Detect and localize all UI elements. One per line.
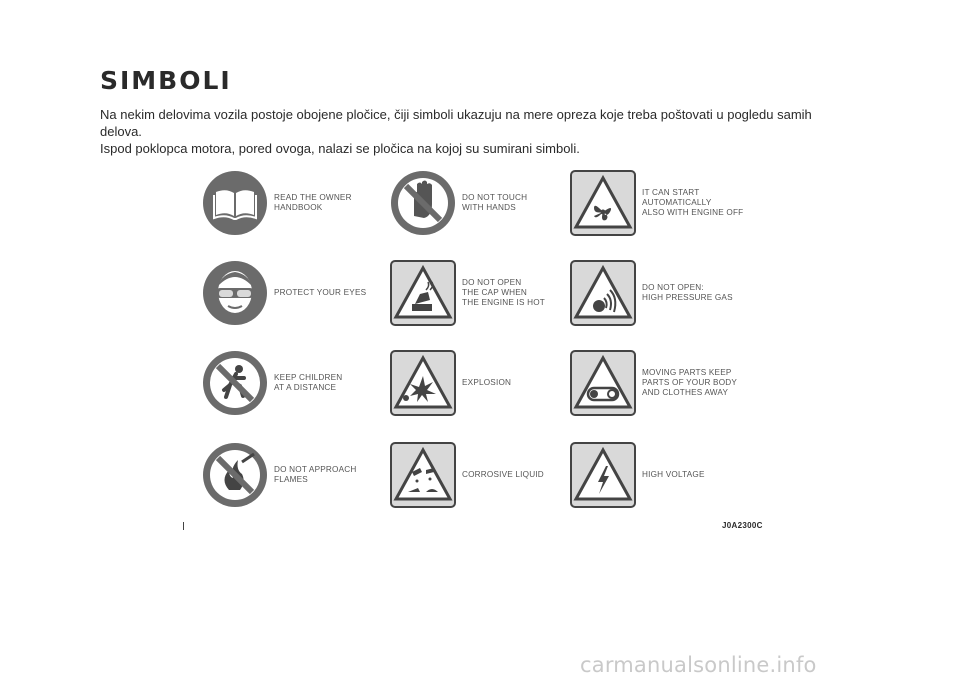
moving-parts-warning-icon [570, 350, 636, 416]
symbol-caption: EXPLOSION [462, 378, 512, 387]
no-children-icon [202, 350, 268, 416]
symbol-caption: READ THE OWNER HANDBOOK [274, 193, 352, 212]
figure-marker [183, 522, 184, 530]
symbol-caption: MOVING PARTS KEEP PARTS OF YOUR BODY AND CLOTHES AWAY [642, 368, 738, 397]
symbol-caption: PROTECT YOUR EYES [274, 288, 367, 297]
symbol-explosion [390, 348, 580, 418]
hot-cap-warning-icon [390, 260, 456, 326]
symbol-caption: IT CAN START AUTOMATICALLY ALSO WITH ENGINE OFF [642, 188, 744, 217]
symbol-caption: DO NOT OPEN THE CAP WHEN THE ENGINE IS HOT [462, 278, 546, 307]
symbol-high-voltage [570, 440, 760, 510]
symbol-protect-eyes [202, 258, 392, 328]
goggles-icon [202, 260, 268, 326]
symbol-caption: DO NOT TOUCH WITH HANDS [462, 193, 528, 212]
corrosive-warning-icon [390, 442, 456, 508]
explosion-warning-icon [390, 350, 456, 416]
symbol-hot-cap [390, 258, 580, 328]
intro-paragraph-2: Ispod poklopca motora, pored ovoga, nalazi se pločica na kojoj su sumirani simboli. [100, 141, 580, 156]
figure-code: J0A2300C [722, 521, 763, 530]
symbol-caption: CORROSIVE LIQUID [462, 470, 544, 479]
watermark: carmanualsonline.info [580, 653, 817, 677]
no-hand-icon [390, 170, 456, 236]
no-flames-icon [202, 442, 268, 508]
symbol-auto-start [570, 168, 760, 238]
page-title: SIMBOLI [100, 66, 232, 95]
symbol-read-handbook [202, 168, 392, 238]
symbol-keep-children-away [202, 348, 392, 418]
symbol-corrosive [390, 440, 580, 510]
symbol-caption: DO NOT APPROACH FLAMES [274, 465, 357, 484]
intro-paragraph-1: Na nekim delovima vozila postoje obojene pločice, čiji simboli ukazuju na mere opreza koje treba poštovati u pogledu samih delova. [100, 107, 812, 139]
symbol-high-pressure [570, 258, 760, 328]
symbol-do-not-touch [390, 168, 580, 238]
fan-warning-icon [570, 170, 636, 236]
symbol-caption: KEEP CHILDREN AT A DISTANCE [274, 373, 343, 392]
symbol-no-flames [202, 440, 392, 510]
intro-text [100, 106, 840, 157]
pressure-warning-icon [570, 260, 636, 326]
symbol-caption: DO NOT OPEN: HIGH PRESSURE GAS [642, 283, 733, 302]
symbol-caption: HIGH VOLTAGE [642, 470, 705, 479]
symbol-moving-parts [570, 348, 760, 418]
high-voltage-warning-icon [570, 442, 636, 508]
book-icon [202, 170, 268, 236]
